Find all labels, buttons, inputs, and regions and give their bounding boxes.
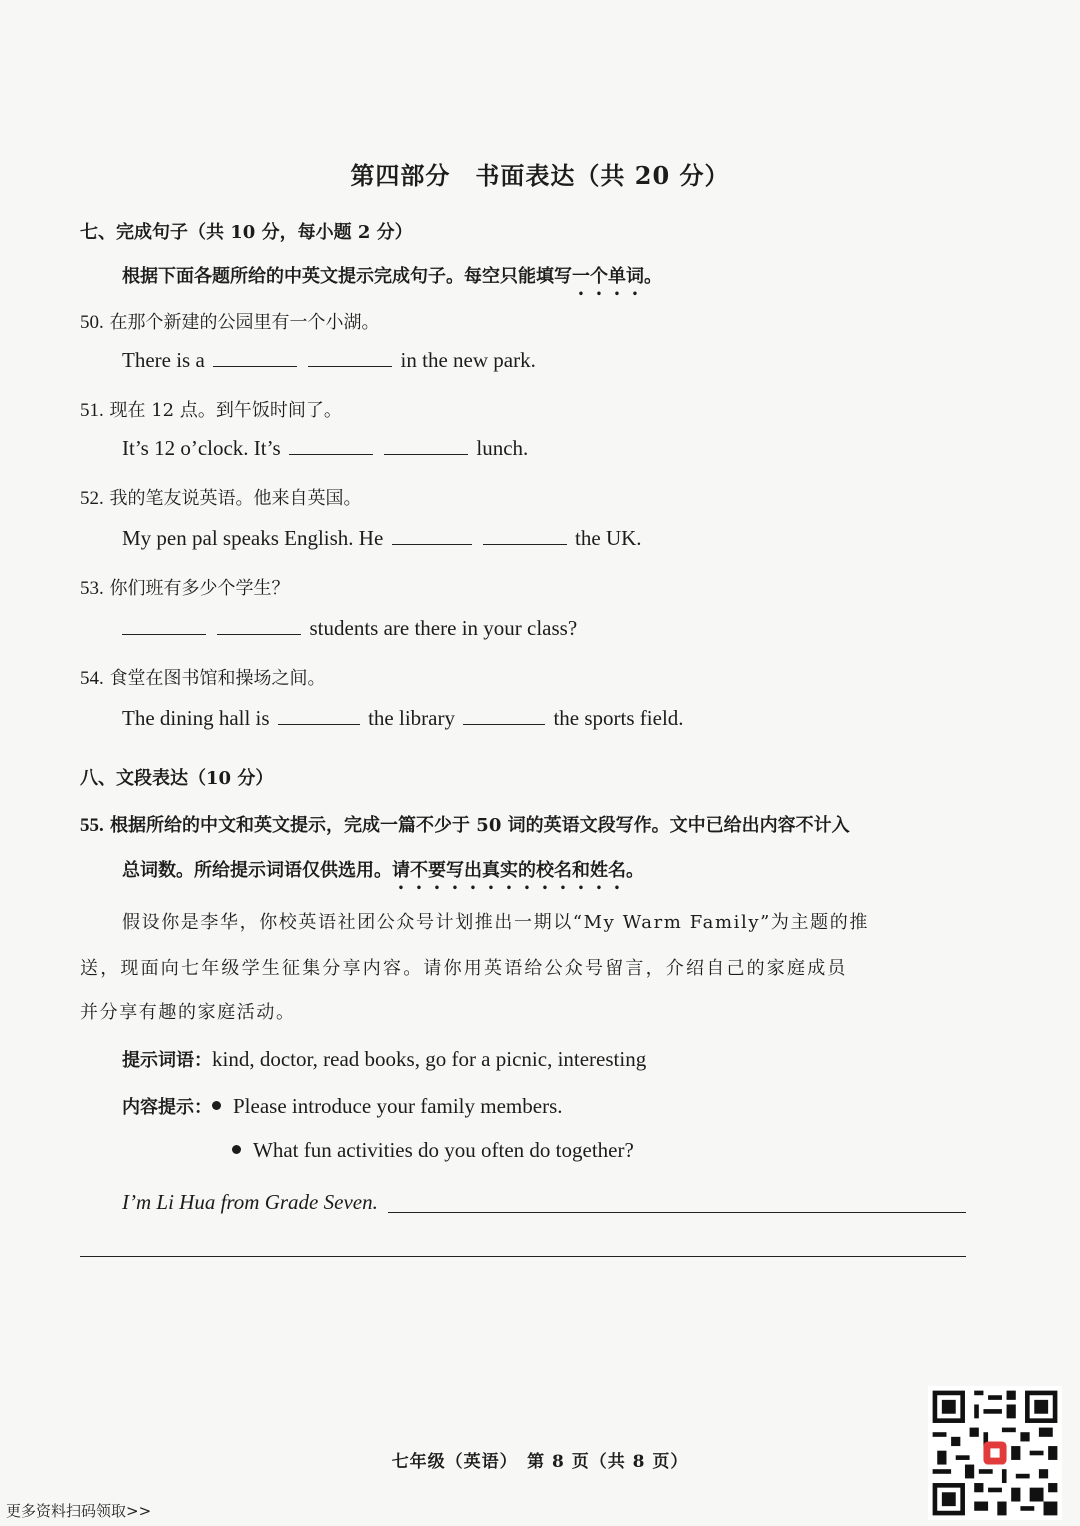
writing-line[interactable] bbox=[388, 1212, 966, 1213]
page-title: 第四部分 书面表达（共 20 分） bbox=[350, 161, 730, 190]
dotted-char: 姓 bbox=[590, 860, 608, 881]
hint-words-row: 提示词语：kind, doctor, read books, go for a picnic, interesting bbox=[122, 1047, 647, 1071]
qr-code-icon[interactable] bbox=[928, 1386, 1062, 1520]
question-51-zh: 51. 现在 12 点。到午饭时间了。 bbox=[80, 400, 342, 421]
bullet-icon bbox=[212, 1101, 221, 1110]
dotted-char: 真 bbox=[482, 860, 500, 881]
answer-blank[interactable] bbox=[463, 706, 545, 725]
dotted-emphasis bbox=[572, 266, 644, 287]
page-footer: 七年级（英语） 第 8 页（共 8 页） bbox=[391, 1452, 689, 1472]
question-54-en: The dining hall is the library the sports field. bbox=[122, 706, 684, 730]
question-54-zh: 54. 食堂在图书馆和操场之间。 bbox=[80, 668, 326, 689]
answer-blank[interactable] bbox=[217, 616, 301, 635]
answer-blank[interactable] bbox=[213, 348, 297, 367]
dotted-char: 词 bbox=[626, 266, 644, 287]
section-7-heading: 七、完成句子（共 10 分，每小题 2 分） bbox=[80, 222, 413, 243]
question-53-en: students are there in your class? bbox=[122, 616, 577, 641]
dotted-char: 名 bbox=[608, 860, 626, 881]
dotted-char: 名 bbox=[554, 860, 572, 881]
dotted-char: 出 bbox=[464, 860, 482, 881]
answer-blank[interactable] bbox=[308, 348, 392, 367]
answer-blank[interactable] bbox=[278, 706, 360, 725]
section-8-heading: 八、文段表达（10 分） bbox=[80, 768, 274, 789]
question-55-line1: 55. 根据所给的中文和英文提示，完成一篇不少于 50 词的英语文段写作。文中已给出内容不计入 bbox=[80, 815, 850, 836]
dotted-char: 和 bbox=[572, 860, 590, 881]
question-50-zh: 50. 在那个新建的公园里有一个小湖。 bbox=[80, 312, 380, 333]
dotted-char: 的 bbox=[518, 860, 536, 881]
scenario-line-2: 送，现面向七年级学生征集分享内容。请你用英语给公众号留言，介绍自己的家庭成员 bbox=[80, 958, 848, 979]
dotted-char: 写 bbox=[446, 860, 464, 881]
dotted-char: 个 bbox=[590, 266, 608, 287]
question-52-zh: 52. 我的笔友说英语。他来自英国。 bbox=[80, 488, 362, 509]
answer-blank[interactable] bbox=[289, 436, 373, 455]
question-55-line2: 总词数。所给提示词语仅供选用。请不要写出真实的校名和姓名。 bbox=[122, 860, 644, 881]
question-50-en: There is a in the new park. bbox=[122, 348, 536, 372]
question-53-zh: 53. 你们班有多少个学生？ bbox=[80, 578, 290, 599]
answer-blank[interactable] bbox=[483, 526, 567, 545]
dotted-char: 请 bbox=[392, 860, 410, 881]
answer-blank[interactable] bbox=[392, 526, 472, 545]
answer-blank[interactable] bbox=[384, 436, 468, 455]
dotted-char: 单 bbox=[608, 266, 626, 287]
dotted-char: 实 bbox=[500, 860, 518, 881]
dotted-char: 一 bbox=[572, 266, 590, 287]
writing-starter: I’m Li Hua from Grade Seven. bbox=[122, 1190, 378, 1214]
writing-line[interactable] bbox=[80, 1256, 966, 1257]
question-52-en: My pen pal speaks English. He the UK. bbox=[122, 526, 642, 550]
dotted-char: 校 bbox=[536, 860, 554, 881]
content-hints-row-2: What fun activities do you often do together? bbox=[232, 1138, 634, 1163]
dotted-char: 不 bbox=[410, 860, 428, 881]
answer-blank[interactable] bbox=[122, 616, 206, 635]
dotted-emphasis bbox=[392, 860, 626, 881]
scenario-line-1: 假设你是李华，你校英语社团公众号计划推出一期以“My Warm Family”为主题的推 bbox=[122, 912, 869, 933]
bullet-icon bbox=[232, 1145, 241, 1154]
scenario-line-3: 并分享有趣的家庭活动。 bbox=[80, 1002, 296, 1023]
scan-note: 更多资料扫码领取>> bbox=[6, 1502, 152, 1520]
section-7-instruction: 根据下面各题所给的中英文提示完成句子。每空只能填写一个单词。 bbox=[122, 266, 662, 287]
dotted-char: 要 bbox=[428, 860, 446, 881]
question-51-en: It’s 12 o’clock. It’s lunch. bbox=[122, 436, 529, 460]
content-hints-row: 内容提示： Please introduce your family members. bbox=[122, 1094, 563, 1118]
